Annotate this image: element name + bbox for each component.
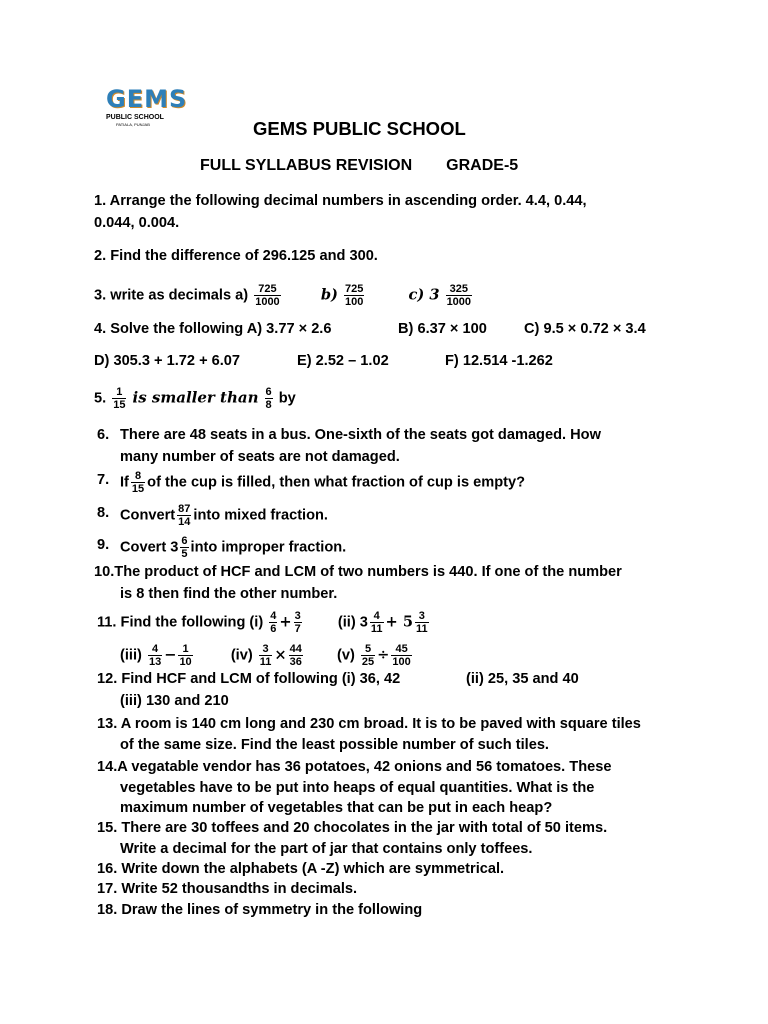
question-10-line-2: is 8 then find the other number. <box>120 586 338 602</box>
logo-location: PATIALA, PUNJAB <box>116 122 150 127</box>
logo-subtitle: PUBLIC SCHOOL <box>106 114 164 121</box>
question-12-line-1b: (ii) 25, 35 and 40 <box>466 671 579 687</box>
q3-prefix: 3. write as decimals a) <box>94 287 249 304</box>
operator: + <box>279 613 292 631</box>
question-3 <box>94 283 474 308</box>
subtitle-left: FULL SYLLABUS REVISION <box>200 157 413 174</box>
page-title: GEMS PUBLIC SCHOOL <box>253 118 466 139</box>
question-5 <box>94 386 296 411</box>
question-4-b: B) 6.37 × 100 <box>398 321 487 337</box>
fraction: $\frac{6}{8}$ <box>265 386 272 411</box>
fraction: $\frac{3}{11}$ <box>259 643 272 668</box>
fraction: $\frac{3}{7}$ <box>294 610 301 635</box>
question-7 <box>120 470 525 495</box>
question-16: 16. Write down the alphabets (A -Z) which are symmetrical. <box>97 861 505 877</box>
question-6-line-2: many number of seats are not damaged. <box>120 449 400 465</box>
question-14-line-2: vegetables have to be put into heaps of equal quantities. What is the <box>120 780 595 796</box>
logo-mark: GEMS <box>106 85 188 113</box>
fraction: $\frac{725}{1000}$ <box>255 283 280 308</box>
question-7-number: 7. <box>97 472 110 488</box>
question-13-line-1: 13. A room is 140 cm long and 230 cm broad. It is to be paved with square tiles <box>97 716 641 732</box>
q11-v-label: (v) <box>337 647 355 664</box>
fraction: $\frac{45}{100}$ <box>392 643 411 668</box>
question-12-line-2: (iii) 130 and 210 <box>120 693 229 709</box>
question-17: 17. Write 52 thousandths in decimals. <box>97 881 358 897</box>
q11-ii-label: (ii) 3 <box>337 614 368 631</box>
question-18: 18. Draw the lines of symmetry in the following <box>97 902 423 918</box>
fraction: $\frac{5}{25}$ <box>361 643 375 668</box>
question-15-line-2: Write a decimal for the part of jar that contains only toffees. <box>120 841 533 857</box>
question-4-a: 4. Solve the following A) 3.77 × 2.6 <box>94 321 332 337</box>
question-4-c: C) 9.5 × 0.72 × 3.4 <box>524 321 646 337</box>
q7-pre: If <box>120 474 129 491</box>
q11-iii-label: (iii) <box>120 647 142 664</box>
q9-post: into improper fraction. <box>190 539 347 556</box>
school-logo <box>106 85 188 127</box>
q5-number: 5. <box>94 390 107 407</box>
page-subtitle <box>200 157 518 175</box>
fraction: $\frac{4}{11}$ <box>370 610 383 635</box>
question-9 <box>120 535 346 560</box>
q3-b-label: b) <box>320 286 338 304</box>
question-14-line-1: 14.A vegatable vendor has 36 potatoes, 42 onions and 56 tomatoes. These <box>97 759 612 775</box>
question-15-line-1: 15. There are 30 toffees and 20 chocolates in the jar with total of 50 items. <box>97 820 608 836</box>
question-4-f: F) 12.514 -1.262 <box>445 353 553 369</box>
q8-post: into mixed fraction. <box>193 507 328 524</box>
question-4-e: E) 2.52 – 1.02 <box>297 353 389 369</box>
operator: + 5 <box>385 613 413 631</box>
question-13-line-2: of the same size. Find the least possible number of such tiles. <box>120 737 549 753</box>
question-12-line-1a: 12. Find HCF and LCM of following (i) 36, 42 <box>97 671 401 687</box>
question-8 <box>120 503 328 528</box>
fraction: $\frac{325}{1000}$ <box>446 283 472 308</box>
question-11-line-2 <box>120 643 414 668</box>
question-2: 2. Find the difference of 296.125 and 300. <box>94 248 378 264</box>
question-1-line-1: 1. Arrange the following decimal numbers in ascending order. 4.4, 0.44, <box>94 193 587 209</box>
question-9-number: 9. <box>97 537 110 553</box>
fraction: $\frac{1}{10}$ <box>179 643 192 668</box>
operator: ÷ <box>377 646 390 664</box>
question-4-d: D) 305.3 + 1.72 + 6.07 <box>94 353 241 369</box>
operator: × <box>274 646 287 664</box>
question-14-line-3: maximum number of vegetables that can be put in each heap? <box>120 800 553 816</box>
fraction: $\frac{44}{36}$ <box>289 643 302 668</box>
fraction: $\frac{4}{13}$ <box>148 643 162 668</box>
question-1-line-2: 0.044, 0.004. <box>94 215 180 231</box>
q7-post: of the cup is filled, then what fraction of cup is empty? <box>147 474 526 491</box>
fraction: $\frac{87}{14}$ <box>178 503 191 528</box>
question-11-line-1 <box>97 610 431 635</box>
q5-suffix: by <box>278 390 296 407</box>
question-6-line-1: There are 48 seats in a bus. One-sixth of the seats got damaged. How <box>120 427 601 443</box>
question-8-number: 8. <box>97 505 110 521</box>
q8-pre: Convert <box>120 507 176 524</box>
subtitle-right: GRADE-5 <box>446 157 519 174</box>
fraction: $\frac{6}{5}$ <box>181 535 188 560</box>
question-10-line-1: 10.The product of HCF and LCM of two numbers is 440. If one of the number <box>94 564 622 580</box>
q11-iv-label: (iv) <box>230 647 253 664</box>
q11-prefix: 11. Find the following (i) <box>97 614 264 631</box>
fraction: $\frac{3}{11}$ <box>415 610 428 635</box>
question-6-number: 6. <box>97 427 110 443</box>
fraction: $\frac{8}{15}$ <box>131 470 145 495</box>
fraction: $\frac{4}{6}$ <box>270 610 277 635</box>
q5-text: is smaller than <box>132 388 259 407</box>
q9-pre: Covert 3 <box>120 539 179 556</box>
q3-c-label: c) 3 <box>408 286 440 304</box>
fraction: $\frac{1}{15}$ <box>113 386 126 411</box>
fraction: $\frac{725}{100}$ <box>344 283 364 308</box>
operator: − <box>164 646 177 664</box>
